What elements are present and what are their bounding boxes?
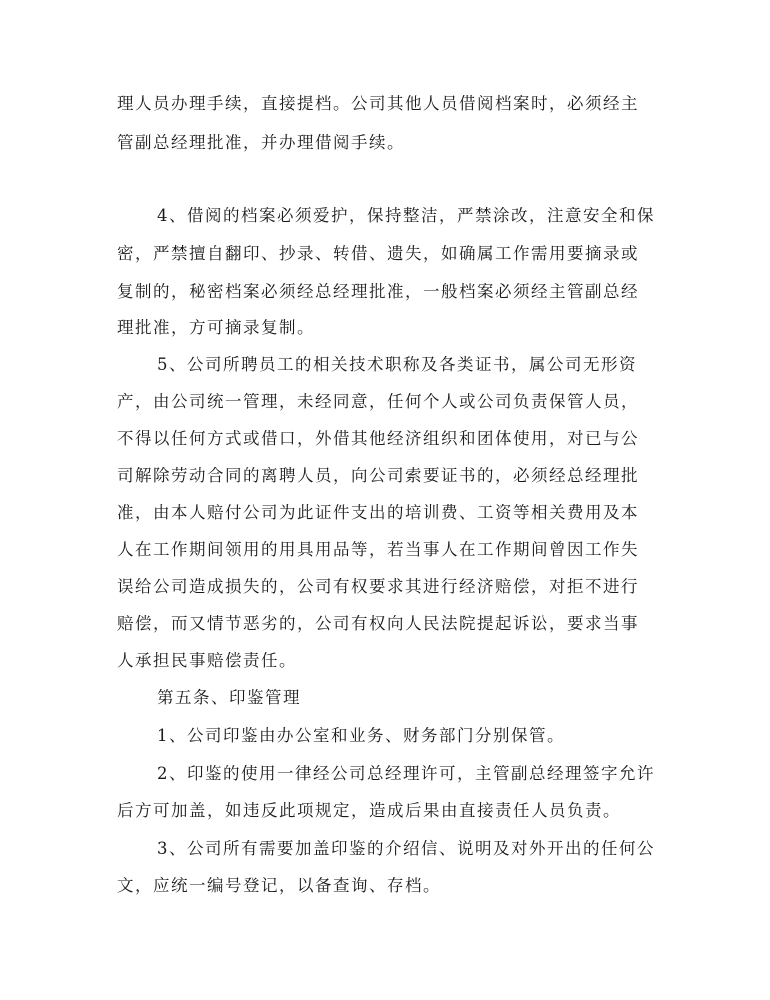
text-line-5: 复制的，秘密档案必须经总经理批准，一般档案必须经主管副总经	[117, 282, 639, 301]
text-line-19: 后方可加盖，如违反此项规定，造成后果由直接责任人员负责。	[117, 801, 621, 820]
text-line-10: 司解除劳动合同的离聘人员，向公司索要证书的，必须经总经理批	[117, 466, 639, 485]
section-heading: 第五条、印鉴管理	[157, 688, 301, 707]
text-line-12: 人在工作期间领用的用具用品等，若当事人在工作期间曾因工作失	[117, 540, 639, 559]
text-line-20: 3、公司所有需要加盖印鉴的介绍信、说明及对外开出的任何公	[157, 839, 655, 858]
text-line-6: 理批准，方可摘录复制。	[117, 318, 315, 337]
text-line-18: 2、印鉴的使用一律经公司总经理许可，主管副总经理签字允许	[157, 764, 655, 783]
text-line-21: 文，应统一编号登记，以备查询、存档。	[117, 876, 441, 895]
text-line-8: 产，由公司统一管理，未经同意，任何个人或公司负责保管人员，	[117, 392, 639, 411]
text-line-15: 人承担民事赔偿责任。	[117, 651, 297, 670]
text-line-9: 不得以任何方式或借口，外借其他经济组织和团体使用，对已与公	[117, 429, 639, 448]
text-line-13: 误给公司造成损失的，公司有权要求其进行经济赔偿，对拒不进行	[117, 577, 639, 596]
text-line-4: 密，严禁擅自翻印、抄录、转借、遗失，如确属工作需用要摘录或	[117, 244, 639, 263]
text-line-3: 4、借阅的档案必须爱护，保持整洁，严禁涂改，注意安全和保	[157, 206, 655, 225]
text-line-1: 理人员办理手续，直接提档。公司其他人员借阅档案时，必须经主	[117, 94, 639, 113]
text-line-7: 5、公司所聘员工的相关技术职称及各类证书，属公司无形资	[157, 355, 637, 374]
text-line-11: 准，由本人赔付公司为此证件支出的培训费、工资等相关费用及本	[117, 503, 639, 522]
text-line-2: 管副总经理批准，并办理借阅手续。	[117, 133, 405, 152]
text-line-17: 1、公司印鉴由办公室和业务、财务部门分别保管。	[157, 726, 565, 745]
text-line-14: 赔偿，而又情节恶劣的，公司有权向人民法院提起诉讼，要求当事	[117, 614, 639, 633]
